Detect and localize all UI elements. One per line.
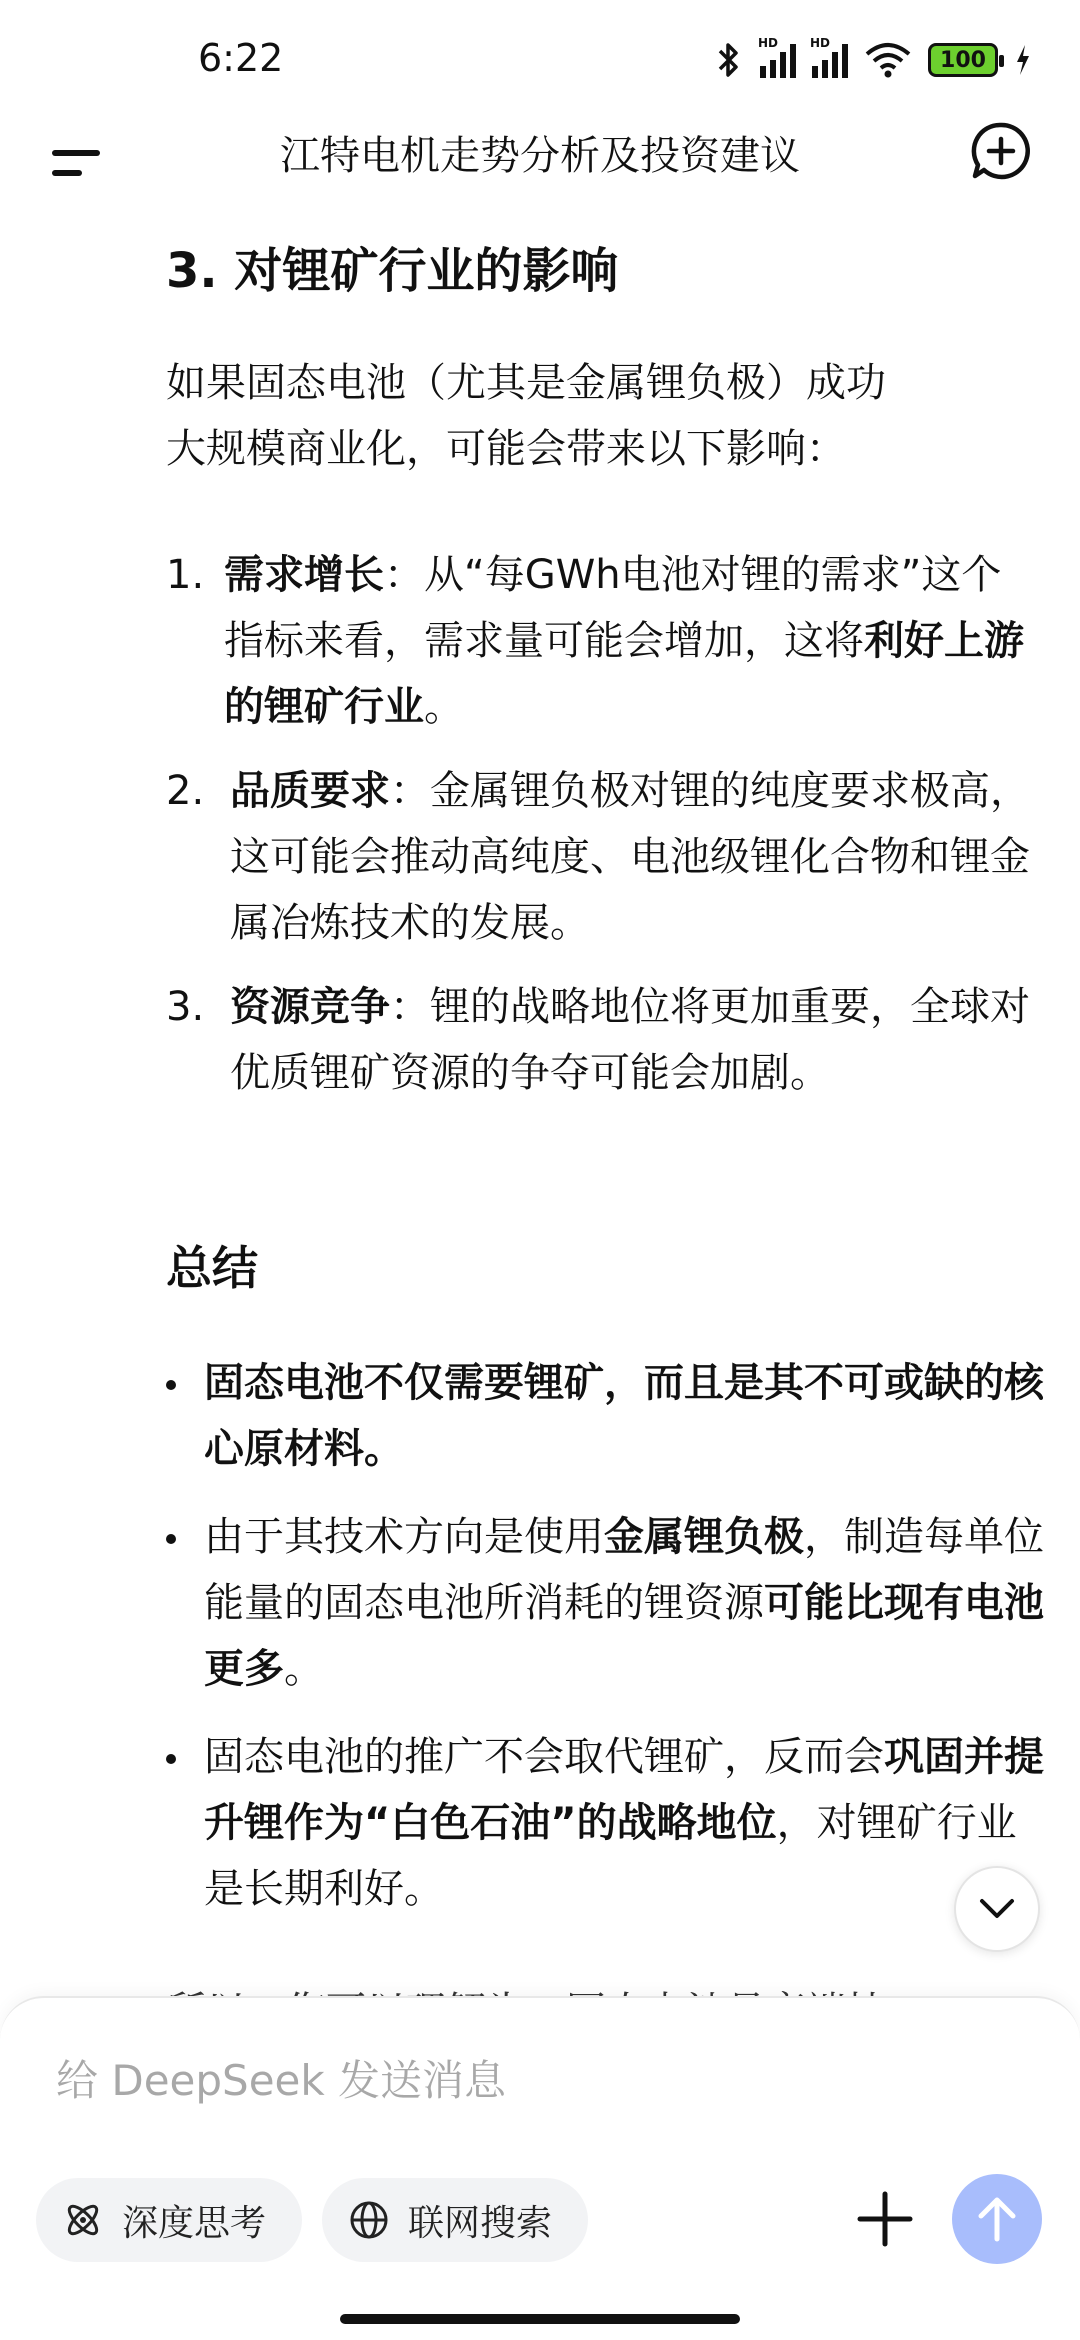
web-search-button[interactable] xyxy=(322,2178,588,2262)
signal-hd-icon: HD xyxy=(760,42,796,78)
chat-header xyxy=(0,110,1080,230)
home-indicator[interactable] xyxy=(340,2314,740,2324)
battery-level: 100 xyxy=(940,47,986,73)
list-item: 固态电池的推广不会取代锂矿，反而会巩固并提升锂作为“白色石油”的战略地位，对锂矿行业是长期利好。 xyxy=(166,1724,1046,1922)
deep-think-label: 深度思考 xyxy=(122,2202,267,2244)
deep-think-button[interactable] xyxy=(36,2178,302,2262)
globe-icon xyxy=(348,2199,390,2241)
status-bar xyxy=(0,0,1080,120)
bluetooth-icon xyxy=(714,40,744,80)
message-content xyxy=(0,220,1080,2000)
web-search-label: 联网搜索 xyxy=(408,2202,553,2244)
signal-hd-icon: HD xyxy=(812,42,848,78)
intro-paragraph: 如果固态电池（尤其是金属锂负极）成功 大规模商业化，可能会带来以下影响： xyxy=(166,360,886,472)
list-item: 2. 品质要求：金属锂负极对锂的纯度要求极高，这可能会推动高纯度、电池级锂化合物和锂金属冶炼技术的发展。 xyxy=(166,768,1030,946)
list-item: 3. 资源竞争：锂的战略地位将更加重要，全球对优质锂矿资源的争夺可能会加剧。 xyxy=(166,984,1030,1096)
status-time: 6:22 xyxy=(198,36,284,80)
new-chat-icon[interactable] xyxy=(970,120,1032,182)
list-item: 固态电池不仅需要锂矿，而且是其不可或缺的核心原材料。 xyxy=(166,1350,1046,1482)
charging-icon xyxy=(1014,43,1032,77)
wifi-icon xyxy=(864,41,912,79)
chat-title[interactable]: 江特电机走势分析及投资建议 xyxy=(280,133,800,179)
attach-plus-icon[interactable] xyxy=(852,2186,918,2252)
scroll-down-button[interactable] xyxy=(954,1866,1040,1952)
bullet-dot xyxy=(166,1754,176,1764)
battery-icon xyxy=(928,43,998,77)
list-item: 1. 需求增长：从“每GWh电池对锂的需求”这个指标来看，需求量可能会增加，这将利好上游的锂矿行业。 xyxy=(166,552,1024,730)
send-button[interactable] xyxy=(952,2174,1042,2264)
section-heading: 3. 对锂矿行业的影响 xyxy=(166,243,619,299)
message-input[interactable]: 给 DeepSeek 发送消息 xyxy=(56,2056,507,2105)
bullet-dot xyxy=(166,1534,176,1544)
input-panel xyxy=(0,1996,1080,2340)
list-item: 由于其技术方向是使用金属锂负极，制造每单位能量的固态电池所消耗的锂资源可能比现有电池更多。 xyxy=(166,1504,1046,1702)
chevron-down-icon xyxy=(979,1898,1015,1920)
atom-icon xyxy=(62,2199,104,2241)
summary-heading: 总结 xyxy=(166,1241,258,1295)
status-icons xyxy=(714,36,1032,80)
bullet-dot xyxy=(166,1380,176,1390)
arrow-up-icon xyxy=(975,2195,1019,2243)
